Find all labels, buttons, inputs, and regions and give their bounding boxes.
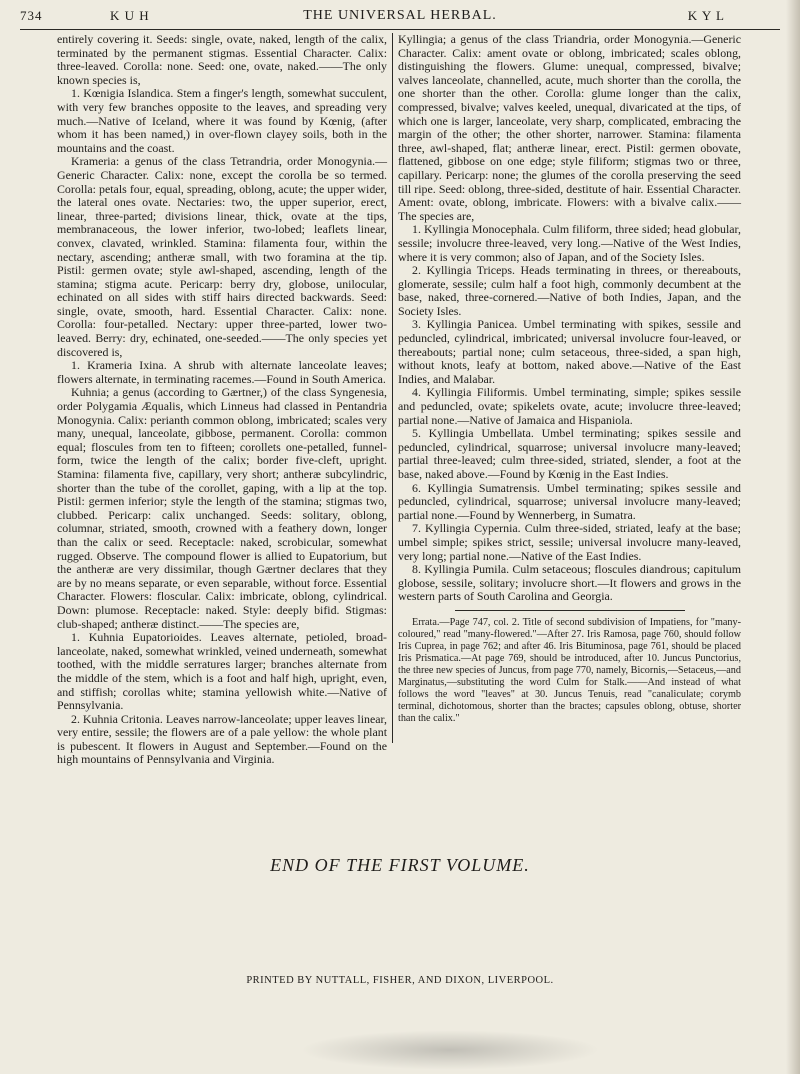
end-of-volume-text: END OF THE FIRST VOLUME.: [270, 855, 530, 875]
right-running-head: K Y L: [687, 8, 725, 23]
paragraph: 4. Kyllingia Filiformis. Umbel terminating, simple; spikes sessile and peduncled, ovate; spikelets ovate, acute; involucre three-leaved; partial none.—Native of Jamaica and Hispaniola.: [398, 385, 741, 427]
running-header: [20, 6, 780, 28]
column-divider: [392, 33, 393, 743]
paragraph: 2. Kyllingia Triceps. Heads terminating in threes, or thereabouts, glomerate, sessile; culm half a foot high, commonly decumbent at the base, naked, three-cornered.—Native of both Indies, Japan, and the Society Isles.: [398, 263, 741, 318]
left-running-head: K U H: [110, 8, 150, 23]
paragraph: Kyllingia; a genus of the class Triandria, order Monogynia.—Generic Character. Calix: ament ovate or oblong, imbricated; scales oblong, distinguishing the flowers. Glume: unequal, compressed, bivalve; valves lanceolate, channelled, acute, much shorter than the corolla, the one shorter than the other. Corolla: glume longer than the calix, compressed, bivalve; valves keeled, unequal, divaricated at the tips, of which one is larger, lanceolate, very sharp, complicated, embracing the margin of the other; the other shorter, narrower. Stamina: filamenta three, awl-shaped, flat; antheræ linear, erect. Pistil: germen obovate, flattened, gibbose on one edge; style filiform; stigmas two or three, capillary. Pericarp: none; the glumes of the corolla preserving the seed till ripe. Seed: oblong, three-sided, destitute of hair. Essential Character. Ament: ovate, oblong, imbricate. Flowers: with a bivalve calix.—— The species are,: [398, 32, 741, 223]
right-column: [398, 33, 741, 725]
paragraph: 3. Kyllingia Panicea. Umbel terminating with spikes, sessile and peduncled, cylindrical, imbricated; universal involucre four-leaved, or thereabouts; partial none; culm setaceous, three-sided, a span high, without knots, leafy at bottom, naked above.—Native of the East Indies, and Malabar.: [398, 317, 741, 386]
printer-imprint: PRINTED BY NUTTALL, FISHER, AND DIXON, LIVERPOOL.: [246, 975, 554, 986]
paragraph: Kuhnia; a genus (according to Gærtner,) of the class Syngenesia, order Polygamia Æqualis, which Linneus had classed in Pentandria Monogynia. Calix: perianth common oblong, imbricated; scales very many, unequal, lanceolate, gibbose, permanent. Corolla: common equal; floscules from ten to fifteen; corollets one-petalled, funnel-form, twice the length of the calix; border five-cleft, upright. Stamina: filamenta five, capillary, very short; antheræ subcylindric, shorter than the tube of the corollet, gaping, with a lip at the top. Pistil: germen inferior; style the length of the stamina; stigmas two, clubbed. Pericarp: calix unchanged. Seeds: solitary, oblong, columnar, striated, smooth, crowned with a feathery down, longer than the calix or seed. Receptacle: naked, scrobicular, somewhat rugged. Observe. The compound flower is allied to Eupatorium, but the antheræ are very dissimilar, though Gærtner declares that they are by no means separate, or even separable, without force. Essential Character. Flowers: floscular. Calix: imbricate, oblong, cylindrical. Down: plumose. Receptacle: naked. Style: deeply bifid. Stigmas: club-shaped; antheræ distinct.——The species are,: [57, 385, 387, 631]
paragraph: 6. Kyllingia Sumatrensis. Umbel terminating; spikes sessile and peduncled, cylindrical, squarrose; universal involucre many-leaved; partial none.—Found by Wennerberg, in Sumatra.: [398, 480, 741, 522]
paragraph: 7. Kyllingia Cypernia. Culm three-sided, striated, leafy at the base; umbel simple; spikes strict, sessile; universal involucre many-leaved, very long; partial none.—Native of the East Indies.: [398, 521, 741, 563]
paragraph: 8. Kyllingia Pumila. Culm setaceous; floscules diandrous; capitulum globose, sessile, solitary; involucre short.—It flowers and grows in the western parts of South Carolina and Georgia.: [398, 562, 741, 604]
paper-stain: [300, 1030, 600, 1070]
left-column: [57, 33, 387, 767]
header-rule: [20, 29, 780, 30]
paragraph: 1. Krameria Ixina. A shrub with alternate lanceolate leaves; flowers alternate, in terminating racemes.—Found in South America.: [57, 358, 387, 386]
page-edge-shadow: [786, 0, 800, 1074]
paragraph: Krameria: a genus of the class Tetrandria, order Monogynia.—Generic Character. Calix: none, except the corolla be so termed. Corolla: petals four, equal, spreading, oblong, acute; the upper wider, the lateral ones ovate. Nectaries: two, the upper superior, erect, linear, three-parted; divisions linear, thick, ovate at the tips, membranaceous, the lower inferior, two-lobed; leaflets linear, convex, clavated, wrinkled. Stamina: filamenta four, within the nectary, ascending; antheræ small, with two foramina at the tip. Pistil: germen ovate; style awl-shaped, ascending, length of the stamina; stigma acute. Pericarp: berry dry, globose, unilocular, echinated on all sides with stiff hairs directed backwards. Seed: single, ovate, smooth, hard. Essential Character. Calix: none. Corolla: four-petalled. Nectary: upper three-parted, lower two-leaved. Berry: dry, echinated, one-seeded.——The only species yet discovered is,: [57, 154, 387, 359]
errata-note: Errata.—Page 747, col. 2. Title of second subdivision of Impatiens, for "many-coloured," read "many-flowered."—After 27. Iris Ramosa, page 760, should follow Iris Cuprea, in page 762; and after 46. Iris Bituminosa, page 761, should be placed Iris Prismatica.—At page 769, should be introduced, after 10. Juncus Punctorius, the three new species of Juncus, from page 770, namely, Bicornis,—Setaceus,—and Marginatus,—substituting the word Culm for Stalk.——And instead of what follows the word "leaves" at 30. Juncus Tenuis, read "canaliculate; corymb terminal, dichotomous, shorter than the bractes; capsules oblong, obtuse, shorter than the calix.": [398, 616, 741, 724]
paragraph: 1. Kuhnia Eupatorioides. Leaves alternate, petioled, broad-lanceolate, naked, somewhat wrinkled, veined underneath, somewhat toothed, with the middle serratures larger; branches alternate from the middle of the stem, which is a foot and half high, upright, even, and stiffish; corollas white; stamina yellowish white.—Native of Pennsylvania.: [57, 630, 387, 713]
paragraph: 5. Kyllingia Umbellata. Umbel terminating; spikes sessile and peduncled, cylindrical, squarrose; universal involucre many-leaved; partial three-leaved; culm three-sided, striated, slender, a foot at the base, naked above.—Found by Kœnig in the East Indies.: [398, 426, 741, 481]
paragraph: 1. Kœnigia Islandica. Stem a finger's length, somewhat succulent, with very few branches opposite to the leaves, and spreading very much.—Native of Iceland, where it was found by Kœnig, (after whom it has been named,) in over-flown clayey soils, both in the mountains and the coast.: [57, 86, 387, 155]
paragraph: 1. Kyllingia Monocephala. Culm filiform, three sided; head globular, sessile; involucre three-leaved, very long.—Native of the West Indies, where it is very common; also of Japan, and of the Society Isles.: [398, 222, 741, 264]
paragraph: 2. Kuhnia Critonia. Leaves narrow-lanceolate; upper leaves linear, very entire, sessile; the flowers are of a pale yellow: the whole plant is pubescent. It flowers in August and September.—Found on the high mountains of Pennsylvania and Virginia.: [57, 711, 387, 767]
errata-rule: [455, 610, 685, 611]
page-number: 734: [20, 8, 43, 23]
paragraph: entirely covering it. Seeds: single, ovate, naked, length of the calix, terminated by the permanent stigmas. Essential Character. Calix: three-leaved. Corolla: none. Seed: one, ovate, naked.——The only known species is,: [57, 32, 387, 87]
book-title: THE UNIVERSAL HERBAL.: [303, 8, 497, 23]
